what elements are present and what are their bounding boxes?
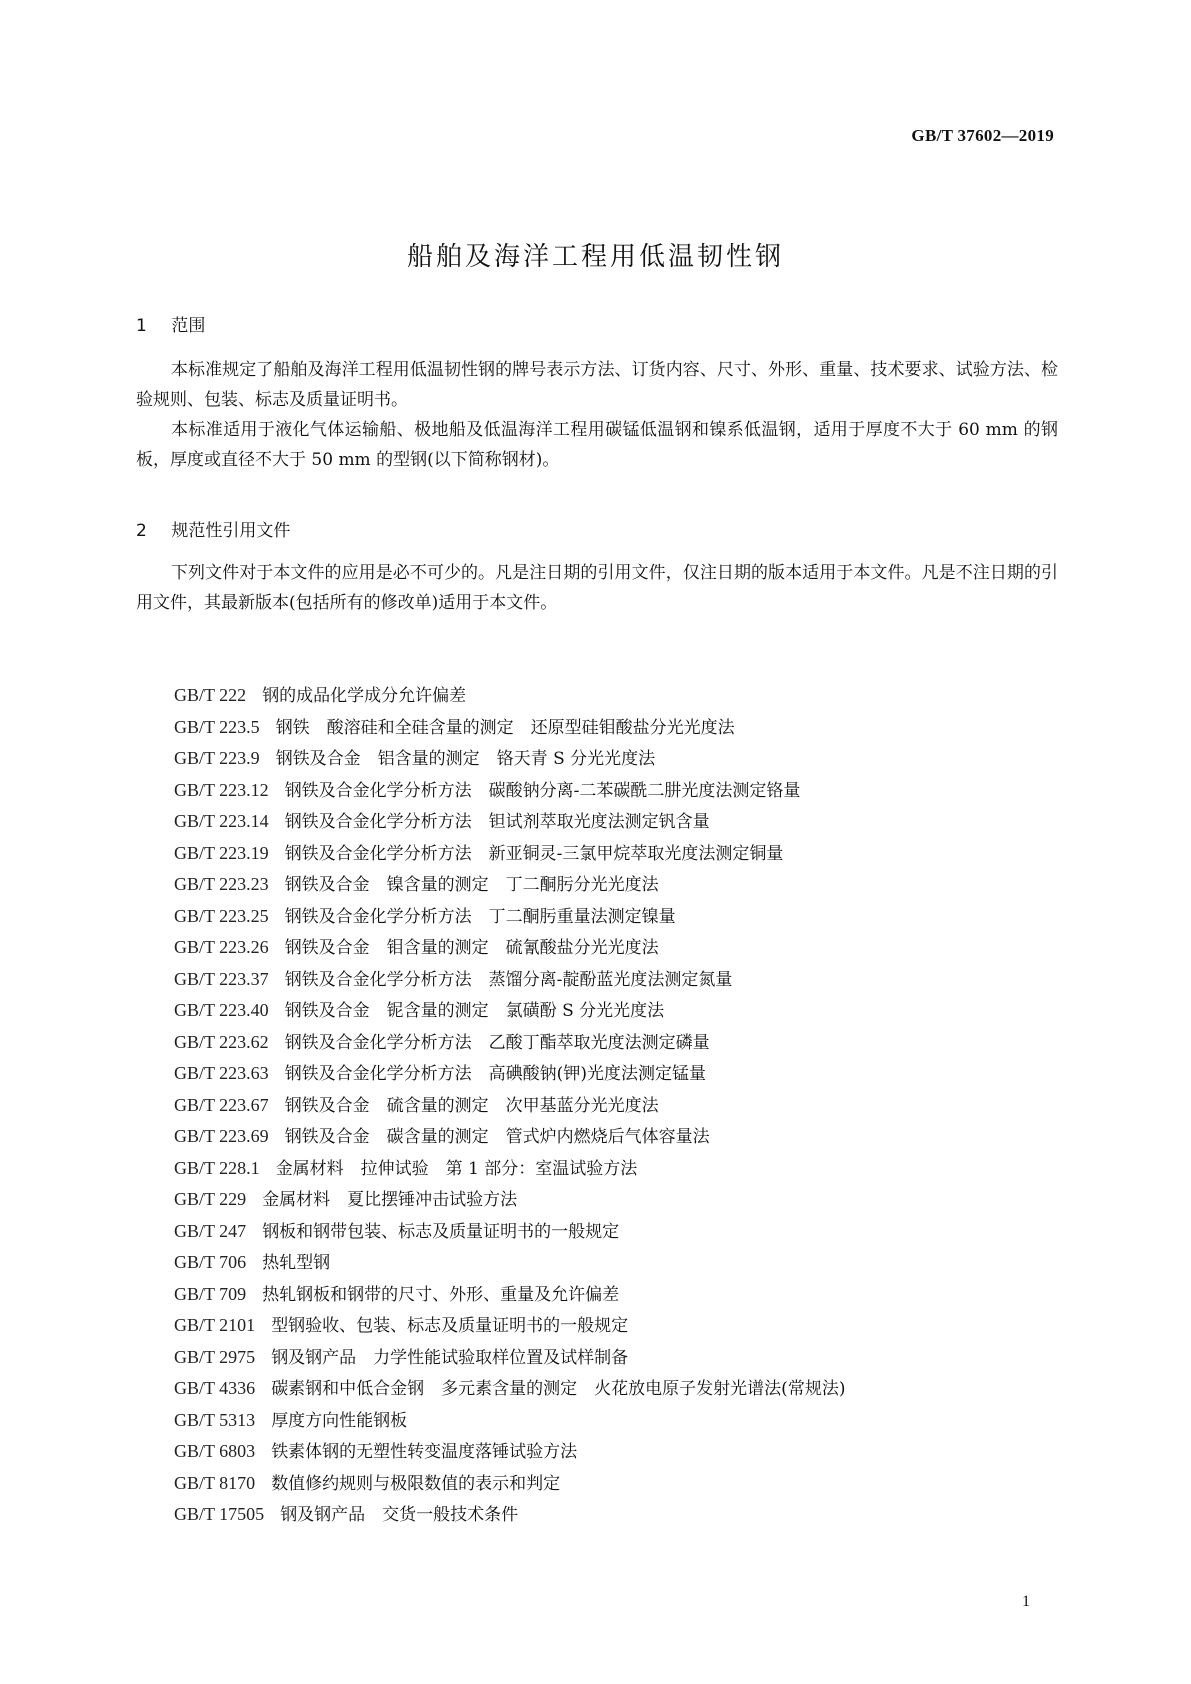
reference-item — [174, 838, 845, 870]
reference-item — [174, 1216, 845, 1248]
reference-item — [174, 964, 845, 996]
reference-item — [174, 1342, 845, 1374]
reference-item — [174, 1436, 845, 1468]
reference-title: 钢及钢产品 交货一般技术条件 — [280, 1505, 519, 1525]
reference-title: 钢及钢产品 力学性能试验取样位置及试样制备 — [271, 1347, 629, 1368]
reference-item — [174, 1058, 845, 1090]
reference-item — [174, 932, 845, 964]
reference-title: 钢铁及合金化学分析方法 蒸馏分离-靛酚蓝光度法测定氮量 — [284, 969, 733, 990]
reference-title: 型钢验收、包装、标志及质量证明书的一般规定 — [271, 1316, 629, 1336]
reference-item — [174, 1153, 845, 1185]
reference-code: GB/T 8170 — [174, 1472, 256, 1493]
reference-item — [174, 1310, 845, 1342]
reference-code: GB/T 223.19 — [174, 842, 269, 863]
reference-code: GB/T 223.69 — [174, 1126, 269, 1146]
section-2-number: 2 — [136, 521, 147, 541]
section-1-title: 范围 — [171, 316, 206, 336]
section-1-heading — [136, 311, 205, 336]
reference-title: 钢板和钢带包装、标志及质量证明书的一般规定 — [262, 1221, 620, 1242]
reference-code: GB/T 2975 — [174, 1346, 256, 1367]
reference-code: GB/T 247 — [174, 1220, 247, 1241]
reference-code: GB/T 223.40 — [174, 1000, 269, 1020]
reference-title: 热轧型钢 — [262, 1253, 331, 1273]
reference-code: GB/T 223.25 — [174, 905, 269, 926]
reference-code: GB/T 709 — [174, 1283, 247, 1304]
reference-code: GB/T 229 — [174, 1189, 247, 1209]
reference-code: GB/T 5313 — [174, 1409, 256, 1430]
section-2-title: 规范性引用文件 — [171, 521, 291, 541]
reference-title: 钢铁及合金 铝含量的测定 铬天青 S 分光光度法 — [275, 749, 656, 769]
reference-title: 铁素体钢的无塑性转变温度落锤试验方法 — [271, 1442, 578, 1462]
reference-title: 钢铁及合金化学分析方法 丁二酮肟重量法测定镍量 — [284, 906, 676, 927]
reference-item — [174, 1027, 845, 1059]
reference-title: 钢铁及合金化学分析方法 新亚铜灵-三氯甲烷萃取光度法测定铜量 — [284, 843, 784, 864]
scope-paragraph-2: 本标准适用于液化气体运输船、极地船及低温海洋工程用碳锰低温钢和镍系低温钢，适用于厚度不大于 60 mm 的钢板，厚度或直径不大于 50 mm 的型钢(以下简称钢材)。 — [136, 420, 1058, 470]
reference-title: 碳素钢和中低合金钢 多元素含量的测定 火花放电原子发射光谱法(常规法) — [271, 1379, 846, 1399]
reference-title: 钢铁及合金 硫含量的测定 次甲基蓝分光光度法 — [284, 1095, 659, 1116]
section-1-number: 1 — [136, 316, 147, 336]
reference-title: 数值修约规则与极限数值的表示和判定 — [271, 1473, 561, 1494]
reference-item — [174, 1499, 845, 1531]
reference-item — [174, 1373, 845, 1405]
reference-item — [174, 712, 845, 744]
reference-code: GB/T 223.9 — [174, 748, 260, 768]
reference-title: 钢铁及合金 碳含量的测定 管式炉内燃烧后气体容量法 — [284, 1127, 710, 1147]
reference-list — [174, 680, 845, 1531]
page-number: 1 — [1022, 1593, 1030, 1610]
reference-item — [174, 1121, 845, 1153]
reference-title: 钢铁 酸溶硅和全硅含量的测定 还原型硅钼酸盐分光光度法 — [275, 717, 735, 738]
reference-code: GB/T 223.37 — [174, 968, 269, 989]
reference-code: GB/T 6803 — [174, 1441, 256, 1461]
reference-code: GB/T 223.14 — [174, 811, 269, 831]
reference-code: GB/T 228.1 — [174, 1157, 260, 1178]
reference-item — [174, 680, 845, 712]
reference-code: GB/T 4336 — [174, 1378, 256, 1398]
reference-item — [174, 1090, 845, 1122]
reference-title: 钢铁及合金 镍含量的测定 丁二酮肟分光光度法 — [284, 875, 659, 895]
reference-item — [174, 743, 845, 775]
reference-title: 钢铁及合金化学分析方法 钽试剂萃取光度法测定钒含量 — [284, 812, 710, 832]
reference-title: 钢铁及合金化学分析方法 碳酸钠分离-二苯碳酰二肼光度法测定铬量 — [284, 780, 801, 801]
reference-code: GB/T 223.67 — [174, 1094, 269, 1115]
reference-code: GB/T 2101 — [174, 1315, 256, 1335]
reference-title: 钢铁及合金化学分析方法 乙酸丁酯萃取光度法测定磷量 — [284, 1032, 710, 1053]
reference-item — [174, 901, 845, 933]
reference-item — [174, 1247, 845, 1279]
reference-title: 钢铁及合金 钼含量的测定 硫氰酸盐分光光度法 — [284, 938, 659, 958]
reference-item — [174, 869, 845, 901]
reference-title: 钢的成品化学成分允许偏差 — [262, 686, 467, 706]
reference-code: GB/T 222 — [174, 685, 247, 705]
reference-item — [174, 1279, 845, 1311]
reference-item — [174, 1468, 845, 1500]
reference-title: 热轧钢板和钢带的尺寸、外形、重量及允许偏差 — [262, 1284, 620, 1305]
reference-code: GB/T 223.63 — [174, 1063, 269, 1083]
reference-item — [174, 775, 845, 807]
reference-code: GB/T 223.26 — [174, 937, 269, 957]
reference-item — [174, 806, 845, 838]
reference-item — [174, 1405, 845, 1437]
reference-title: 钢铁及合金 铌含量的测定 氯磺酚 S 分光光度法 — [284, 1001, 665, 1021]
document-title: 船舶及海洋工程用低温韧性钢 — [406, 242, 784, 272]
reference-code: GB/T 223.62 — [174, 1031, 269, 1052]
references-intro: 下列文件对于本文件的应用是必不可少的。凡是注日期的引用文件，仅注日期的版本适用于本文件。凡是不注日期的引用文件，其最新版本(包括所有的修改单)适用于本文件。 — [136, 563, 1058, 613]
reference-title: 钢铁及合金化学分析方法 高碘酸钠(钾)光度法测定锰量 — [284, 1064, 706, 1084]
standard-code: GB/T 37602—2019 — [911, 126, 1054, 145]
reference-item — [174, 995, 845, 1027]
reference-title: 金属材料 拉伸试验 第 1 部分：室温试验方法 — [275, 1158, 638, 1179]
reference-title: 金属材料 夏比摆锤冲击试验方法 — [262, 1190, 518, 1210]
reference-code: GB/T 706 — [174, 1252, 247, 1272]
reference-code: GB/T 223.12 — [174, 779, 269, 800]
section-2-heading — [136, 516, 290, 541]
reference-item — [174, 1184, 845, 1216]
scope-paragraph-1: 本标准规定了船舶及海洋工程用低温韧性钢的牌号表示方法、订货内容、尺寸、外形、重量、技术要求、试验方法、检验规则、包装、标志及质量证明书。 — [136, 360, 1058, 410]
reference-code: GB/T 17505 — [174, 1504, 265, 1524]
reference-title: 厚度方向性能钢板 — [271, 1410, 408, 1431]
reference-code: GB/T 223.5 — [174, 716, 260, 737]
reference-code: GB/T 223.23 — [174, 874, 269, 894]
